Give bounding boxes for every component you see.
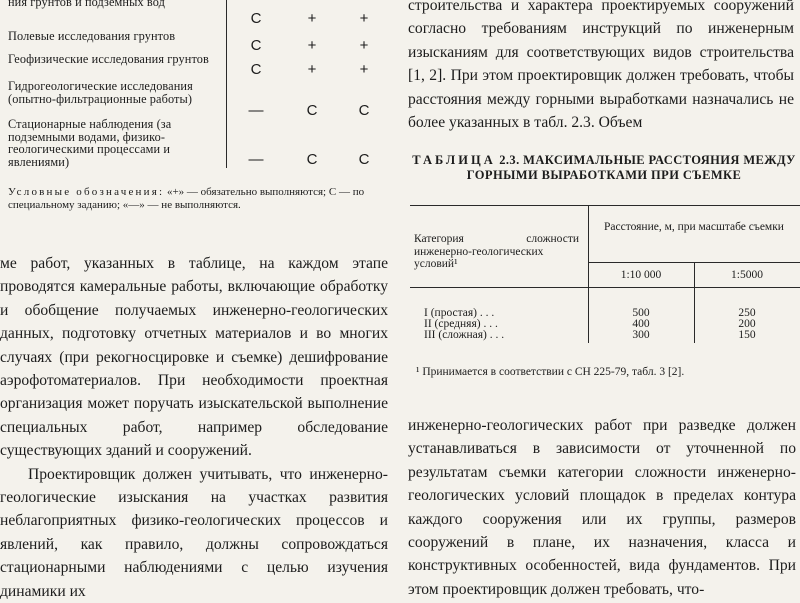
cell-category: III (сложная) . . . — [424, 329, 505, 341]
right-top-text: строительства и характера проектируемых сооружений согласно требованиям инструкций по инженерным изысканиям для соответствующих видов строительства [1, 2]. При этом проектировщик должен требовать, чтобы расстояния между горными выработками назначались не более указанных в табл. 2.3. Объем — [408, 0, 794, 132]
table-rule — [410, 205, 800, 206]
header-category: Категория сложности инженерно-геологических условий¹ — [414, 233, 579, 270]
row-cell-3: С — [358, 102, 370, 119]
cell-category: II (средняя) . . . — [424, 318, 498, 330]
paragraph: ме работ, указанных в таблице, на каждом этапе проводятся камеральные работы, включающие обработку и обобщение получаемых инженерно-геологических данных, подготовку отчетных материалов и во многих случаях (при рекогносцировке и съемке) дешифрование аэрофотоматериалов. При необходимости проектная организация может поручать изыскательской выполнение специальных работ, например обследование существующих зданий и сооружений. — [0, 255, 388, 460]
table-title-text: МАКСИМАЛЬНЫЕ РАССТОЯНИЯ МЕЖДУ ГОРНЫМИ ВЫРАБОТКАМИ ПРИ СЪЕМКЕ — [466, 153, 796, 182]
legend-text: «+» — обязательно выполняются; С — по специальному заданию; «—» — не выполняются. — [8, 186, 365, 211]
row-name: Полевые исследования грунтов — [8, 29, 176, 43]
legend-heading: Условные обозначения: — [8, 186, 165, 198]
paragraph: Проектировщик должен учитывать, что инженерно-геологические изыскания на участках развития неблагоприятных физико-геологических процессов и явлений, как правило, должны сопровождаться стационарными наблюдениями с целью изучения динамики их — [0, 465, 388, 600]
row-cell-1: С — [250, 61, 262, 78]
row-name: ния грунтов и подземных вод — [8, 0, 165, 9]
row-cell-3: С — [358, 151, 370, 168]
cell-category: I (простая) . . . — [424, 307, 495, 319]
table-legend — [8, 186, 388, 211]
row-cell-1: С — [250, 37, 262, 54]
row-name: Гидрогеологические исследования (опытно-фильтрационные работы) — [8, 79, 193, 106]
table-rule — [410, 287, 800, 288]
works-table — [0, 0, 392, 175]
row-name: Стационарные наблюдения (за подземными водами, физико-геологическими процессами и явлениями) — [8, 117, 172, 169]
cell-value-10000: 300 — [632, 329, 650, 341]
row-cell-2: + — [307, 37, 317, 54]
row-cell-3: + — [359, 10, 369, 27]
header-scale-5000: 1:5000 — [731, 269, 763, 281]
table-title-number: 2.3. — [499, 153, 520, 167]
row-cell-1: — — [248, 151, 264, 168]
row-cell-3: + — [359, 61, 369, 78]
row-cell-2: С — [306, 102, 318, 119]
table-divider — [226, 0, 227, 168]
cell-value-5000: 200 — [738, 318, 756, 330]
header-distance: Расстояние, м, при масштабе съемки — [604, 221, 784, 233]
row-cell-2: С — [306, 151, 318, 168]
row-cell-2: + — [307, 61, 317, 78]
row-name: Геофизические исследования грунтов — [8, 52, 209, 66]
cell-value-10000: 500 — [632, 307, 650, 319]
cell-value-10000: 400 — [632, 318, 650, 330]
cell-value-5000: 150 — [738, 329, 756, 341]
header-scale-10000: 1:10 000 — [620, 269, 662, 281]
row-cell-1: С — [250, 10, 262, 27]
table-footnote: ¹ Принимается в соответствии с СН 225-79, табл. 3 [2]. — [416, 366, 685, 378]
row-cell-1: — — [248, 102, 264, 119]
left-body-text — [0, 252, 388, 603]
right-bottom-text: инженерно-геологических работ при разведке должен устанавливаться в зависимости от уточненной по результатам съемки категории сложности инженерно-геологических условий площадок в пределах контура каждого сооружения или их группы, размеров сооружений в плане, их назначения, класса и конструктивных особенностей, вида фундаментов. При этом проектировщик должен требовать, что- — [408, 417, 796, 598]
table-title — [408, 153, 800, 183]
row-cell-2: + — [307, 10, 317, 27]
row-cell-3: + — [359, 37, 369, 54]
cell-value-5000: 250 — [738, 307, 756, 319]
table-title-label: ТАБЛИЦА — [412, 153, 496, 167]
